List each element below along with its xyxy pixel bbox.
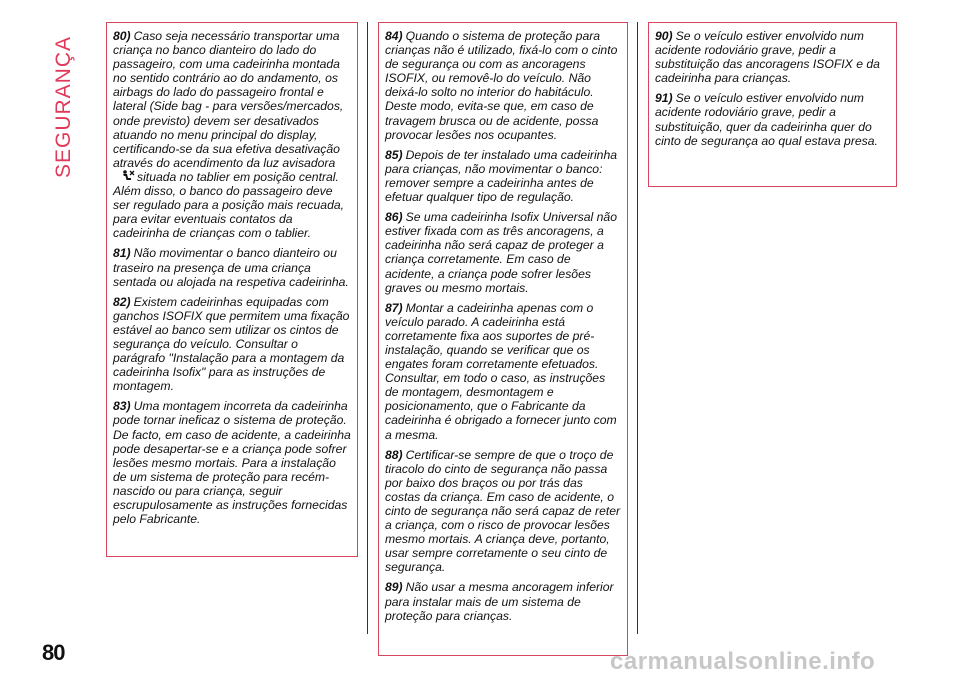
note-text: Não usar a mesma ancoragem inferior para instalar mais de um sistema de proteção para crianças.: [385, 580, 614, 623]
note-89: [385, 580, 621, 622]
warning-column-2: [378, 22, 628, 656]
note-number: 85): [385, 147, 403, 162]
note-number: 86): [385, 210, 403, 225]
note-number: 80): [113, 29, 131, 43]
note-88: [385, 448, 621, 575]
note-text: Se o veículo estiver envolvido num acidente rodoviário grave, pedir a substituição das ancoragens ISOFIX e da cadeirinha para crianças.: [655, 29, 880, 86]
note-text-continued: situada no tablier em posição central. Além disso, o banco do passageiro deve ser regulado para a posição mais recuada, para evitar eventuais contatos da cadeirinha de crianças com o tablier.: [113, 169, 345, 241]
note-87: [385, 301, 621, 442]
watermark: carmanualsonline.info: [610, 648, 876, 675]
note-text: Quando o sistema de proteção para crianças não é utilizado, fixá-lo com o cinto de segurança ou com as ancoragens ISOFIX, ou removê-lo do veículo. Não deixá-lo solto no interior do habitáculo. Deste modo, evita-se que, em caso de travagem brusca ou de acidente, possa provocar lesões nos ocupantes.: [385, 29, 618, 142]
note-82: [113, 295, 351, 394]
warning-column-1: [106, 22, 358, 557]
note-number: 82): [113, 294, 131, 309]
section-title: [8, 8, 88, 178]
note-90: [655, 29, 890, 85]
note-number: 84): [385, 29, 403, 43]
note-text: Uma montagem incorreta da cadeirinha pode tornar ineficaz o sistema de proteção. De facto, em caso de acidente, a cadeirinha pode desapertar-se e a criança pode sofrer lesões mesmo mortais. Para a instalação de um sistema de proteção para recém-nascido ou para criança, seguir escrupulosamente as instruções fornecidas pelo Fabricante.: [113, 399, 351, 527]
page-number: 80: [42, 640, 65, 665]
note-80: [113, 29, 351, 240]
note-text: Montar a cadeirinha apenas com o veículo parado. A cadeirinha está corretamente fixa aos suportes de pré-instalação, quando se verificar que os engates foram corretamente efetuados. Consultar, em todo o caso, as instruções de montagem, desmontagem e posicionamento, que o Fabricante da cadeirinha é obrigado a fornecer junto com a mesma.: [385, 300, 617, 442]
note-text: Existem cadeirinhas equipadas com ganchos ISOFIX que permitem uma fixação estável ao banco sem utilizar os cintos de segurança do veículo. Consultar o parágrafo "Instalação para a montagem da cadeirinha Isofix" para as instruções de montagem.: [113, 294, 350, 394]
note-83: [113, 399, 351, 526]
note-number: 81): [113, 246, 131, 261]
note-number: 88): [385, 447, 403, 462]
note-84: [385, 29, 621, 142]
note-text: Se o veículo estiver envolvido num acidente rodoviário grave, pedir a substituição, quer da cadeirinha quer do cinto de segurança ao qual estava presa.: [655, 91, 878, 148]
note-text: Caso seja necessário transportar uma criança no banco dianteiro do lado do passageiro, com uma cadeirinha montada no sentido contrário ao do andamento, os airbags do lado do passageiro frontal e lateral (Side bag - para versões/mercados, onde previsto) devem ser desativados atuando no menu principal do display, certificando-se da sua efetiva desativação através do acendimento da luz avisadora: [113, 29, 344, 170]
note-85: [385, 148, 621, 204]
note-text: Não movimentar o banco dianteiro ou traseiro na presença de uma criança sentada ou alojada na respetiva cadeirinha.: [113, 246, 349, 289]
note-text: Depois de ter instalado uma cadeirinha para crianças, não movimentar o banco: remover sempre a cadeirinha antes de efetuar qualquer tipo de regulação.: [385, 147, 618, 205]
note-text: Certificar-se sempre de que o troço de tiracolo do cinto de segurança não passa por baixo dos braços ou por trás das costas da criança. Em caso de acidente, o cinto de segurança não será capaz de reter a criança, com o risco de provocar lesões mesmo mortais. A criança deve, portanto, usar sempre corretamente o seu cinto de segurança.: [385, 447, 621, 575]
column-rule-right: [637, 22, 638, 634]
passenger-airbag-off-icon: [121, 170, 135, 182]
column-rule-left: [367, 22, 368, 634]
warning-column-3: [648, 22, 897, 187]
note-number: 83): [113, 399, 131, 414]
note-text: Se uma cadeirinha Isofix Universal não estiver fixada com as três ancoragens, a cadeirinha não será capaz de proteger a criança corretamente. Em caso de acidente, a criança pode sofrer lesões graves ou mesmo mortais.: [385, 210, 617, 295]
note-86: [385, 210, 621, 295]
note-91: [655, 91, 890, 147]
section-title-text: SEGURANÇA: [52, 35, 75, 178]
note-number: 89): [385, 580, 403, 595]
note-81: [113, 246, 351, 288]
note-number: 90): [655, 29, 673, 43]
note-number: 91): [655, 91, 673, 106]
note-number: 87): [385, 300, 403, 315]
